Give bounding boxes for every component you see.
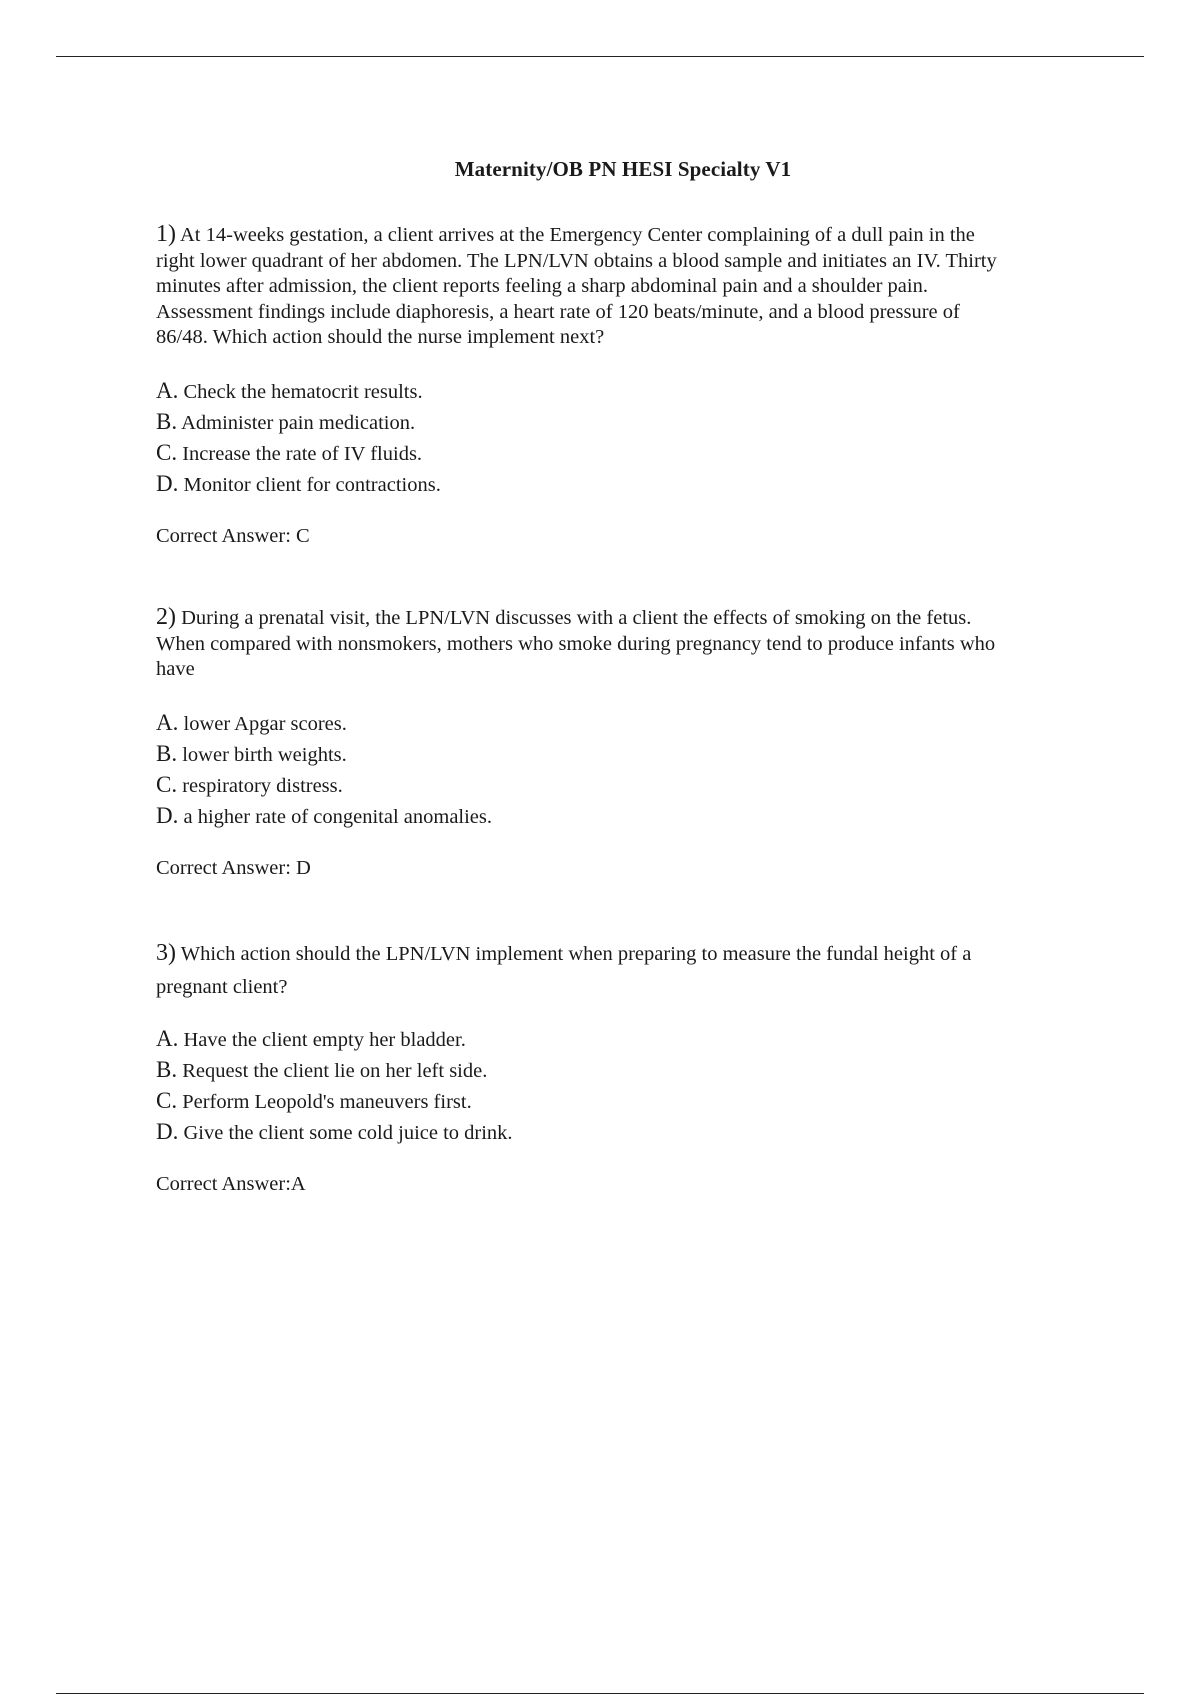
- question-text: [156, 222, 1016, 351]
- option-letter: A.: [156, 1026, 179, 1051]
- question-text: [156, 937, 1016, 1004]
- option-c: [156, 438, 1016, 469]
- option-text: Increase the rate of IV fluids.: [182, 442, 423, 465]
- option-c: [156, 770, 1016, 801]
- option-b: [156, 739, 1016, 770]
- option-letter: A.: [156, 709, 179, 735]
- option-c: [156, 1086, 1016, 1117]
- question-stem: During a prenatal visit, the LPN/LVN discusses with a client the effects of smoking on the fetus. When compared with nonsmokers, mothers who smoke during pregnancy tend to produce infants who have: [156, 607, 996, 680]
- option-a: [156, 708, 1016, 739]
- bottom-divider: [56, 1693, 1144, 1694]
- option-text: Check the hematocrit results.: [183, 380, 423, 403]
- question-stem: At 14-weeks gestation, a client arrives at the Emergency Center complaining of a dull pain in the right lower quadrant of her abdomen. The LPN/LVN obtains a blood sample and initiates an IV. Thirty minutes after admission, the client reports feeling a sharp abdominal pain and a shoulder pain. Assessment findings include diaphoresis, a heart rate of 120 beats/minute, and a blood pressure of 86/48. Which action should the nurse implement next?: [156, 224, 997, 348]
- option-text: lower birth weights.: [182, 743, 347, 766]
- option-letter: C.: [156, 439, 178, 465]
- answer-options: [156, 1024, 1016, 1148]
- answer-options: [156, 708, 1016, 832]
- option-text: Request the client lie on her left side.: [182, 1060, 488, 1082]
- option-letter: C.: [156, 771, 178, 797]
- option-a: [156, 1024, 1016, 1055]
- option-text: a higher rate of congenital anomalies.: [183, 805, 493, 828]
- question-text: [156, 605, 1016, 683]
- option-text: lower Apgar scores.: [183, 712, 347, 735]
- option-letter: B.: [156, 740, 178, 766]
- top-divider: [56, 56, 1144, 57]
- option-b: [156, 407, 1016, 438]
- option-letter: B.: [156, 408, 178, 434]
- option-letter: A.: [156, 377, 179, 403]
- option-text: Have the client empty her bladder.: [183, 1029, 466, 1051]
- option-letter: D.: [156, 470, 179, 496]
- question-number: 2): [156, 604, 176, 630]
- correct-answer: Correct Answer:A: [156, 1173, 306, 1195]
- correct-answer: Correct Answer: D: [156, 856, 311, 879]
- option-letter: B.: [156, 1057, 178, 1082]
- option-text: Perform Leopold's maneuvers first.: [182, 1091, 472, 1113]
- option-text: Administer pain medication.: [181, 411, 416, 434]
- question-stem: Which action should the LPN/LVN implement when preparing to measure the fundal height of a pregnant client?: [156, 943, 972, 998]
- option-text: Give the client some cold juice to drink.: [183, 1122, 513, 1144]
- option-letter: D.: [156, 1119, 179, 1144]
- question-number: 3): [156, 940, 176, 966]
- option-d: [156, 1117, 1016, 1148]
- page-title: Maternity/OB PN HESI Specialty V1: [454, 157, 792, 182]
- option-letter: C.: [156, 1088, 178, 1113]
- option-letter: D.: [156, 802, 179, 828]
- question-2: [156, 605, 1016, 880]
- option-a: [156, 376, 1016, 407]
- option-b: [156, 1055, 1016, 1086]
- question-1: [156, 222, 1016, 548]
- question-number: 1): [156, 221, 176, 247]
- question-3: [156, 937, 1016, 1196]
- option-d: [156, 801, 1016, 832]
- option-text: respiratory distress.: [182, 774, 343, 797]
- option-text: Monitor client for contractions.: [183, 473, 441, 496]
- correct-answer: Correct Answer: C: [156, 524, 310, 547]
- option-d: [156, 469, 1016, 500]
- answer-options: [156, 376, 1016, 500]
